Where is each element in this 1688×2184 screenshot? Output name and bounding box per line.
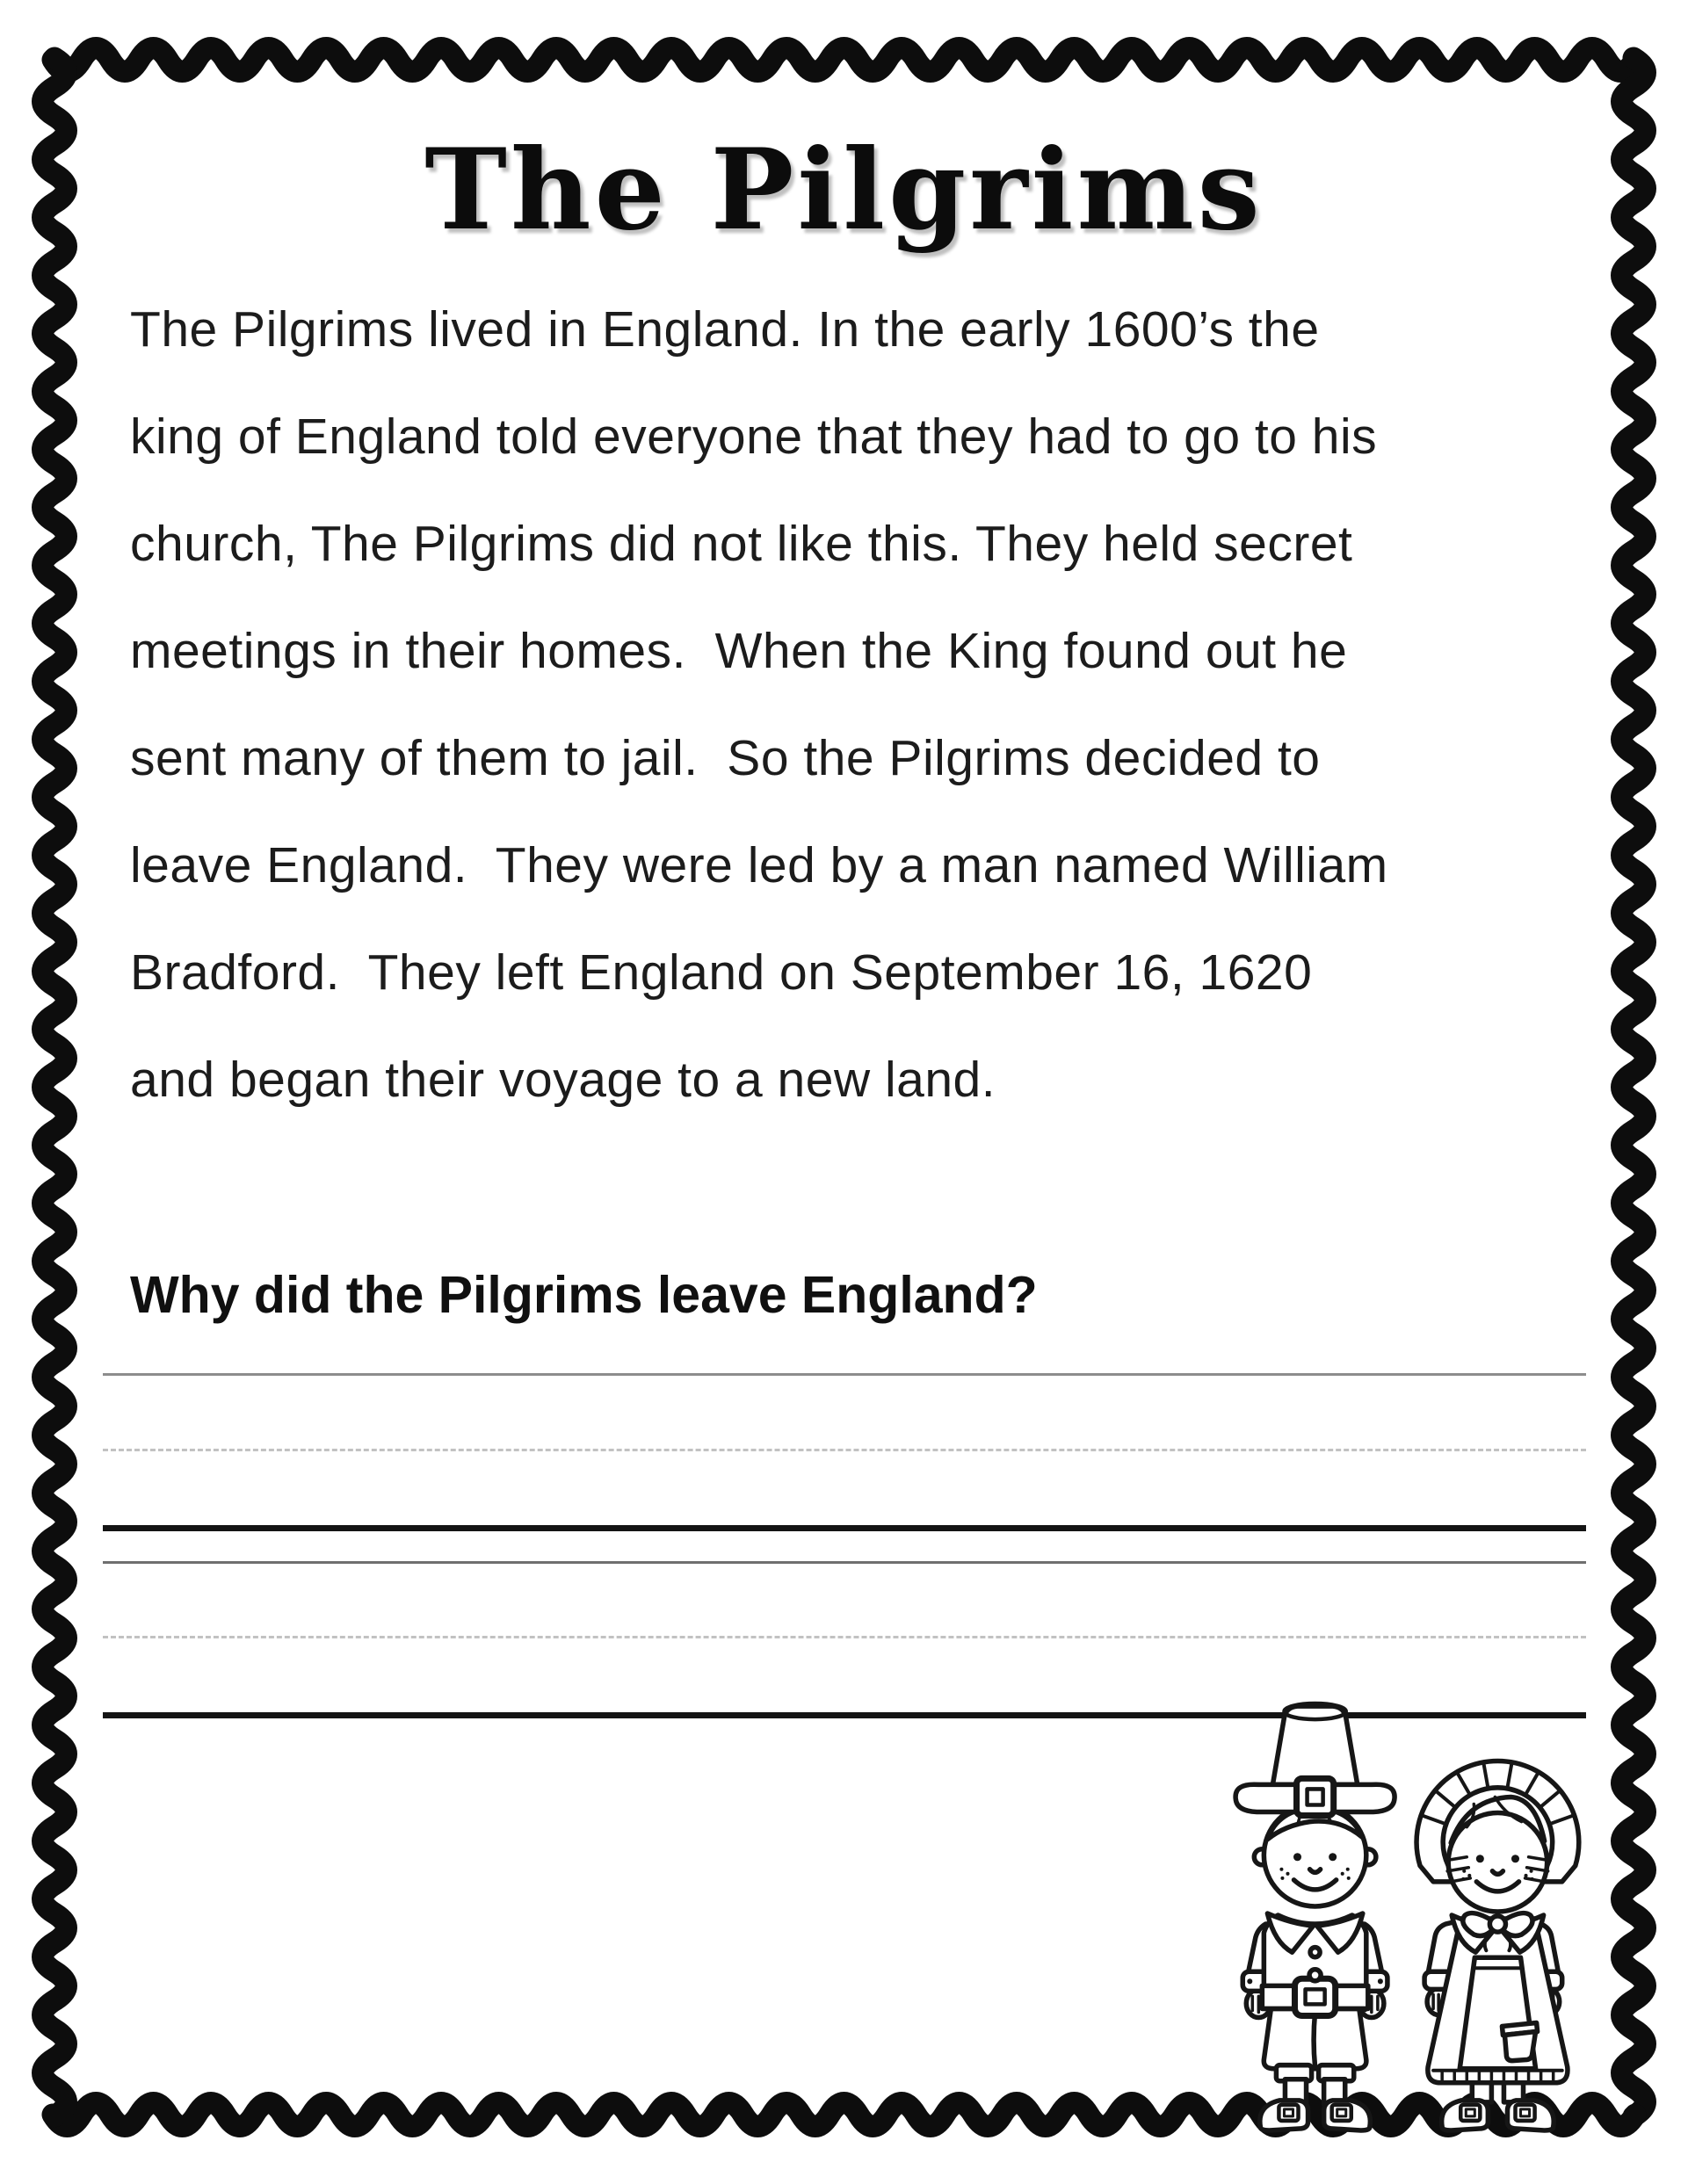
- writing-line-top-1: [103, 1373, 1586, 1376]
- passage-line: The Pilgrims lived in England. In the early 1600’s the: [130, 301, 1320, 358]
- writing-line-top-2: [103, 1561, 1586, 1564]
- passage-line: king of England told everyone that they had to go to his: [130, 409, 1378, 465]
- writing-line-dashed-2: [103, 1636, 1586, 1638]
- passage-line: and began their voyage to a new land.: [130, 1052, 996, 1108]
- pilgrim-girl-icon: [1416, 1761, 1579, 2130]
- comprehension-question: Why did the Pilgrims leave England?: [130, 1266, 1038, 1324]
- passage-line: sent many of them to jail. So the Pilgrims decided to: [130, 730, 1321, 786]
- passage-line: Bradford. They left England on September 16, 1620: [130, 944, 1313, 1001]
- pilgrim-children-illustration: [1211, 1693, 1599, 2134]
- passage-line: church, The Pilgrims did not like this. They held secret: [130, 516, 1353, 572]
- pilgrim-boy-icon: [1235, 1703, 1395, 2130]
- reading-passage: [130, 276, 1606, 1133]
- passage-line: meetings in their homes. When the King found out he: [130, 623, 1348, 679]
- page-title: The Pilgrims: [424, 125, 1264, 255]
- passage-line: leave England. They were led by a man named William: [130, 837, 1388, 893]
- writing-line-dashed-1: [103, 1449, 1586, 1451]
- writing-line-baseline-1: [103, 1525, 1586, 1531]
